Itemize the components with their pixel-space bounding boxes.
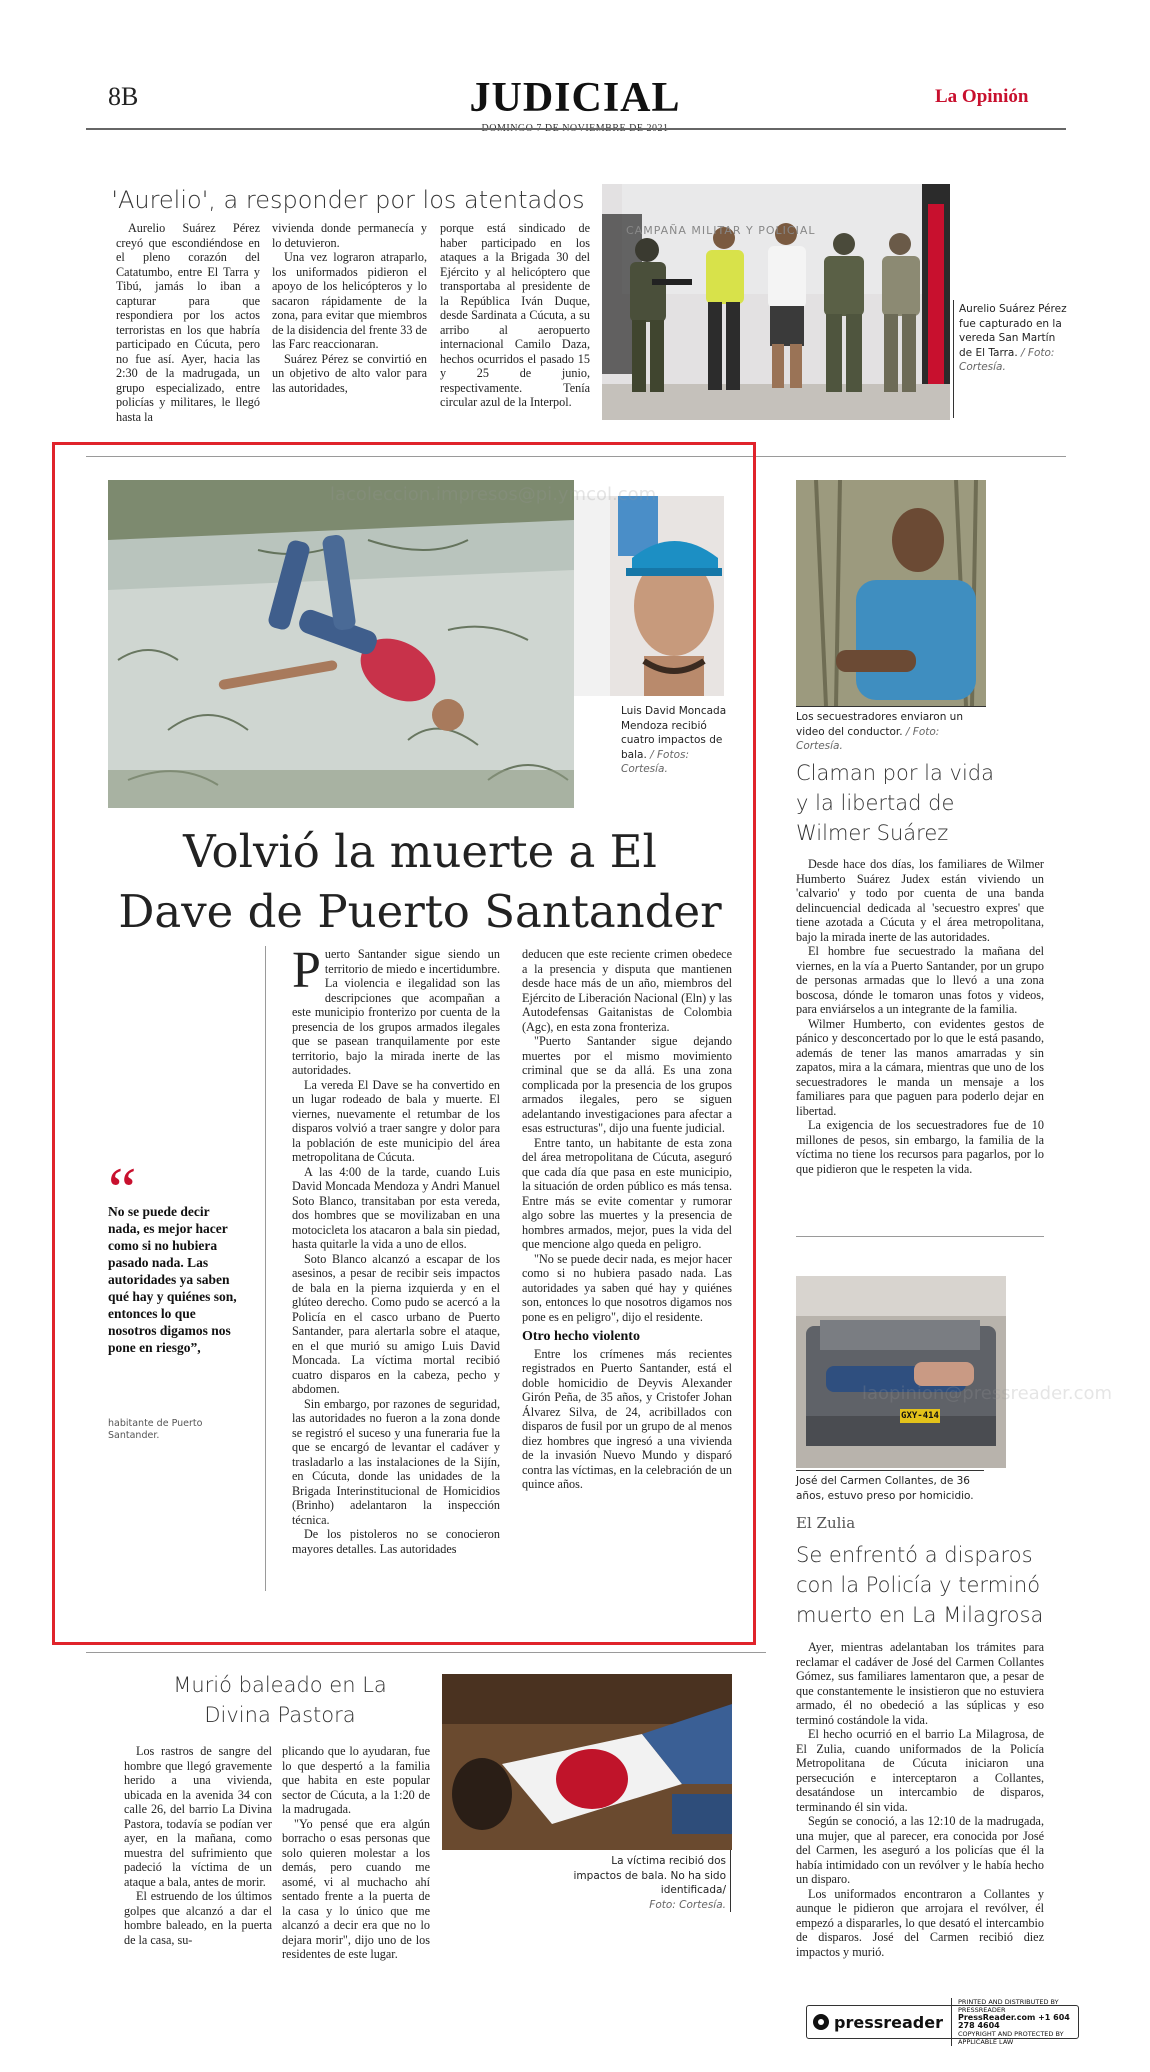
divina-photo-art <box>442 1674 732 1850</box>
aurelio-col3-text: porque está sindicado de haber participado en los ataques a la Brigada 30 del Ejército y al helicóptero que transportaba al presidente de la República Iván Duque, desde Sardinata a Cúcuta, a su arribo al aeropuerto internacional Camilo Daza, hechos ocurridos el pasado 15 y 25 de junio, respectivamente. Tenía circular azul de la Interpol. <box>440 221 590 409</box>
wilmer-headline <box>796 758 1066 848</box>
zulia-p2: El hecho ocurrió en el barrio La Milagrosa, de El Zulia, cuando uniformados de la Policía Metropolitana de Cúcuta iniciaron una persecución e interceptaron a Collantes, desatándose un intercambio de disparos, terminando él sin vida. <box>796 1727 1044 1814</box>
aurelio-col1-text: Aurelio Suárez Pérez creyó que escondiéndose en el pleno corazón del Catatumbo, entre El Tarra y Tibú, jamás lo iban a capturar para que respondiera por los actos terroristas en los que habría participado en Cúcuta, pero no fue así. Ayer, hacia las 2:30 de la madrugada, un grupo especializado, entre policías y militares, le llegó hasta la <box>116 221 260 424</box>
pressreader-line3: COPYRIGHT AND PROTECTED BY APPLICABLE LAW <box>957 2030 1064 2046</box>
victim-portrait-art <box>574 496 724 696</box>
divina-photo <box>442 1674 732 1850</box>
victim-portrait <box>574 496 724 696</box>
wilmer-photo <box>796 480 986 706</box>
wilmer-p4: La exigencia de los secuestradores fue de 10 millones de pesos, sin embargo, la familia de la víctima no tiene los recursos para pagarlos, por lo que pidieron que le respeten la vida. <box>796 1118 1044 1176</box>
zulia-caption-rule <box>796 1470 984 1471</box>
zulia-p3: Según se conoció, a las 12:10 de la madrugada, una mujer, que al parecer, era conocida por José del Carmen, les aseguró a los policías que él la había intimidado con un revólver y le había hecho un disparo. <box>796 1814 1044 1886</box>
pressreader-line2: PressReader.com +1 604 278 4604 <box>957 2013 1070 2030</box>
main-photo-body <box>108 480 574 808</box>
divina-col2-p1: plicando que lo ayudaran, fue lo que despertó a la familia que habita en este popular sector de Cúcuta, a la 1:20 de la madrugada. <box>282 1744 430 1816</box>
watermark-top: lacoleccion.impresos@pi.ymcol.com <box>330 484 657 505</box>
wilmer-body <box>796 857 1044 1176</box>
aurelio-col1 <box>116 221 260 424</box>
main-p3: A las 4:00 de la tarde, cuando Luis David Moncada Mendoza y Andri Manuel Soto Blanco, transitaban por esta vereda, dos hombres que se movilizaban en una motocicleta los atacaron a bala sin piedad, hasta quitarle la vida a uno de ellos. <box>292 1164 500 1251</box>
divina-headline-line2: Divina Pastora <box>204 1703 356 1727</box>
wilmer-p1: Desde hace dos días, los familiares de Wilmer Humberto Suárez Judex están viviendo un 'calvario' y todo por cuenta de una banda delincuencial dedicada al 'secuestro expres' que tiene azotada a Cúcuta y el área metropolitana, bajo la mirada inerte de las autoridades. <box>796 857 1044 944</box>
main-photo-credit: / Fotos: Cortesía. <box>621 748 690 775</box>
divina-caption-text: La víctima recibió dos impactos de bala. No ha sido identificada/ <box>573 1855 726 1896</box>
zulia-photo <box>796 1276 1006 1468</box>
license-plate: GXY-414 <box>901 1411 939 1421</box>
pressreader-info <box>951 1998 1072 2046</box>
aurelio-caption <box>959 302 1067 375</box>
aurelio-caption-rule <box>953 300 954 418</box>
zulia-kicker: El Zulia <box>796 1514 856 1532</box>
wilmer-caption-rule <box>796 706 986 707</box>
section-rule-3 <box>86 1652 766 1653</box>
main-photo-art <box>108 480 574 808</box>
wilmer-photo-art <box>796 480 986 706</box>
main-subhead: Otro hecho violento <box>522 1329 640 1344</box>
main-c2-p5: Entre los crímenes más recientes registrados en Puerto Santander, está el doble homicidio de Deyvis Alexander Girón Peña, de 35 años, y Cristofer Johan Álvarez Silva, de 24, acribillados con disparos de fusil por un grupo de al menos diez hombres que ingresó a una vivienda de la invasión Nuevo Mundo y disparó contra las víctimas, en la celebración de un quince años. <box>522 1346 732 1491</box>
main-headline <box>70 822 770 942</box>
aurelio-headline: 'Aurelio', a responder por los atentados <box>111 186 585 214</box>
zulia-p4: Los uniformados encontraron a Collantes y aunque le pidieron que arrojara el revólver, él empezó a dispararles, lo que desató el intercambio de disparos. José del Carmen recibió diez impactos y murió. <box>796 1886 1044 1959</box>
wilmer-p2: El hombre fue secuestrado la mañana del viernes, en la vía a Puerto Santander, por un grupo de personas armadas que lo llevó a una zona boscosa, dónde le tomaron unas fotos y videos, para enviárselos a un integrante de la familia. <box>796 944 1044 1016</box>
divina-col2-p2: "Yo pensé que era algún borracho o esas personas que solo quieren molestar a los demás, pero cuando me asomé, vi al muchacho ahí sentado frente a la puerta de la casa y lo único que me alcanzó a decir era que no lo dejara morir", dijo uno de los residentes de este lugar. <box>282 1816 430 1961</box>
header-rule <box>86 128 1066 130</box>
aurelio-col3 <box>440 221 590 410</box>
zulia-headline <box>796 1540 1066 1630</box>
divina-col1-p2: El estruendo de los últimos golpes que alcanzó a dar el hombre baleado, en la puerta de la casa, su- <box>124 1889 272 1947</box>
main-photo-caption <box>621 704 733 777</box>
main-c2-p4: "No se puede decir nada, es mejor hacer como si no hubiera pasado nada. Las autoridades ya saben qué hay y quiénes son, entonces lo que nosotros digamos nos pone es en peligro", dijo el residente. <box>522 1251 732 1324</box>
quote-mark-icon: “ <box>108 1154 137 1225</box>
divina-headline-line1: Murió baleado en La <box>173 1673 387 1697</box>
zulia-headline-line1: Se enfrentó a disparos <box>796 1543 1033 1567</box>
main-p4: Soto Blanco alcanzó a escapar de los asesinos, a pesar de recibir seis impactos de bala en la pierna izquierda y en el glúteo derecho. Como pudo se acercó a la Policía en el casco urbano de Puerto Santander, para alertarla sobre el ataque, en el que murió su amigo Luis David Moncada. La víctima mortal recibió cuatro disparos en la cabeza, pecho y abdomen. <box>292 1251 500 1396</box>
brand-logo: La Opinión <box>935 86 1029 107</box>
section-rule-2 <box>796 1236 1044 1237</box>
pull-quote-attribution: habitante de Puerto Santander. <box>108 1418 203 1441</box>
divina-col1 <box>124 1744 272 1947</box>
main-headline-line2: Dave de Puerto Santander <box>118 885 722 938</box>
aurelio-col2 <box>272 221 427 395</box>
main-photo-caption-text: Luis David Moncada Mendoza recibió cuatro impactos de bala. <box>621 705 727 761</box>
wilmer-headline-line2: y la libertad de <box>796 791 955 815</box>
divina-col2 <box>282 1744 430 1962</box>
drop-cap: P <box>292 942 321 999</box>
pressreader-logo <box>813 2013 943 2032</box>
pressreader-icon <box>813 2014 829 2030</box>
divina-headline <box>120 1670 440 1730</box>
wilmer-caption-text: Los secuestradores enviaron un video del conductor. <box>796 711 963 738</box>
wilmer-headline-line3: Wilmer Suárez <box>796 821 949 845</box>
aurelio-col2-p2: Una vez lograron atraparlo, los uniformados pidieron el apoyo de los helicópteros y lo sacaron rápidamente de la zona, para evitar que miembros de la disidencia del frente 33 de las Farc reaccionaran. <box>272 250 427 351</box>
aurelio-photo-banner: CAMPAÑA MILITAR Y POLICIAL <box>626 224 816 237</box>
pullquote-rule <box>265 946 266 1591</box>
wilmer-caption <box>796 710 986 754</box>
divina-caption <box>560 1854 726 1912</box>
zulia-headline-line2: con la Policía y terminó <box>796 1573 1041 1597</box>
main-col2 <box>522 947 732 1492</box>
main-c2-p3: Entre tanto, un habitante de esta zona del área metropolitana de Cúcuta, aseguró que cada día que pasa en este municipio, la situación de orden público es más tensa. Entre más se evite comentar y rumorar algo sobre las muertes y la presencia de hombres armados, mejor, pues la vida del que mencione algo queda en peligro. <box>522 1135 732 1251</box>
aurelio-caption-text: Aurelio Suárez Pérez fue capturado en la vereda San Martín de El Tarra. <box>959 303 1067 359</box>
main-col1 <box>292 942 500 1556</box>
zulia-p1: Ayer, mientras adelantaban los trámites para reclamar el cadáver de José del Carmen Collantes Gómez, sus familiares lamentaron que, a pesar de que constantemente le insistieron que no estuviera armado, él no obedeció a las súplicas y eso terminó costándole la vida. <box>796 1640 1044 1727</box>
pressreader-badge <box>806 1998 1079 2046</box>
zulia-body <box>796 1640 1044 1959</box>
main-p2: La vereda El Dave se ha convertido en un lugar rodeado de bala y muerte. El viernes, nuevamente el retumbar de los disparos volvió a traer sangre y dolor para la población de este municipio del área metropolitana de Cúcuta. <box>292 1077 500 1164</box>
main-p5: Sin embargo, por razones de seguridad, las autoridades no fueron a la zona donde se registró el suceso y una funeraria fue la que se encargó de levantar el cadáver y trasladarlo a las instalaciones de la Sijín, en Cúcuta, donde las unidades de la Brigada Interinstitucional de Homicidios (Brinho) adelantaron la inspección técnica. <box>292 1396 500 1527</box>
page-number: 8B <box>108 82 139 111</box>
section-title: JUDICIAL <box>469 75 681 121</box>
aurelio-photo-art <box>602 184 950 420</box>
wilmer-caption-credit: / Foto: Cortesía. <box>796 725 940 752</box>
divina-col1-p1: Los rastros de sangre del hombre que llegó gravemente herido a una vivienda, ubicada en la avenida 34 con calle 26, del barrio La Divina Pastora, todavía se podían ver ayer, en la mañana, como muestra del sufrimiento que padeció la víctima de un ataque a bala, antes de morir. <box>124 1744 272 1889</box>
main-headline-line1: Volvió la muerte a El <box>183 825 657 878</box>
main-c2-p2: "Puerto Santander sigue dejando muertes por el mismo movimiento criminal que se da allá. Es una zona complicada por la presencia de los grupos armados ilegales, pero se siguen adelantando investigaciones para afectar a esas estructuras", dijo una fuente judicial. <box>522 1034 732 1135</box>
divina-caption-credit: Foto: Cortesía. <box>649 1898 726 1911</box>
zulia-caption: José del Carmen Collantes, de 36 años, estuvo preso por homicidio. <box>796 1475 974 1502</box>
divina-caption-rule <box>730 1850 731 1912</box>
aurelio-col2-p1: vivienda donde permanecía y lo detuvieron. <box>272 221 427 250</box>
zulia-headline-line3: muerto en La Milagrosa <box>796 1603 1044 1627</box>
aurelio-col2-p3: Suárez Pérez se convirtió en un objetivo de alto valor para las autoridades, <box>272 351 427 395</box>
pressreader-logo-text: pressreader <box>834 2012 943 2032</box>
main-p1-text: uerto Santander sigue siendo un territorio de miedo e incertidumbre. La violencia e ilegalidad son las descripciones que acompañan a este municipio fronterizo por cuenta de la presencia de los grupos armados ilegales que se pasean tranquilamente por este territorio, bajo la mirada inerte de las autoridades. <box>292 947 500 1077</box>
wilmer-p3: Wilmer Humberto, con evidentes gestos de pánico y desconcertado por lo que le está pasando, además de tener las manos amarradas y sin zapatos, mira a la cámara, mientras que uno de los secuestradores le manda un mensaje a los familiares para que paguen para poderlo dejar en libertad. <box>796 1016 1044 1118</box>
wilmer-headline-line1: Claman por la vida <box>796 761 995 785</box>
main-p1 <box>292 942 500 1078</box>
main-p6: De los pistoleros no se conocieron mayores detalles. Las autoridades <box>292 1527 500 1556</box>
main-c2-p1: deducen que este reciente crimen obedece a la presencia y disputa que mantienen desde hace más de un año, miembros del Ejército de Liberación Nacional (Eln) y las Autodefensas Gaitanistas de Colombia (Agc), en esta zona fronteriza. <box>522 947 732 1034</box>
watermark-bottom: laopinion@pressreader.com <box>862 1383 1113 1404</box>
aurelio-photo <box>602 184 950 420</box>
pressreader-line1: PRINTED AND DISTRIBUTED BY PRESSREADER <box>957 1998 1059 2014</box>
zulia-photo-art <box>796 1276 1006 1468</box>
aurelio-caption-credit: / Foto: Cortesía. <box>959 346 1055 373</box>
pull-quote: No se puede decir nada, es mejor hacer como si no hubiera pasado nada. Las autoridades ya saben qué hay y quiénes son, entonces lo que nosotros digamos nos pone en riesgo”, <box>108 1204 237 1355</box>
